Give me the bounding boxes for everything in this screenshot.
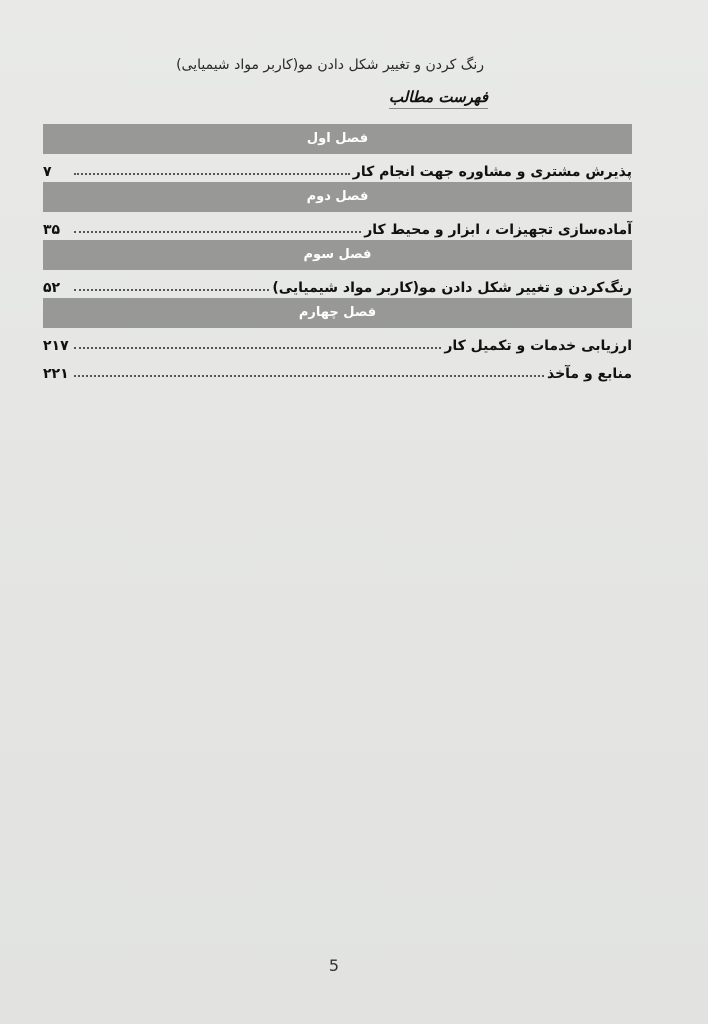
- toc-entry-page: ۲۲۱: [43, 366, 69, 382]
- chapter-heading-4: فصل چهارم: [43, 298, 632, 328]
- dot-leader: [74, 288, 269, 291]
- toc-entry: [43, 270, 632, 298]
- dot-leader: [74, 346, 441, 349]
- chapter-heading-3: فصل سوم: [43, 240, 632, 270]
- toc-entry: [43, 328, 632, 356]
- toc-entry-title: پذیرش مشتری و مشاوره جهت انجام کار: [352, 164, 632, 180]
- page-number: 5: [328, 956, 340, 975]
- chapter-heading-2: فصل دوم: [43, 182, 632, 212]
- toc-entry-title: منابع و مآخذ: [546, 366, 632, 382]
- toc-entry: [43, 154, 632, 182]
- dot-leader: [74, 374, 544, 377]
- chapter-heading-1: فصل اول: [43, 124, 632, 154]
- toc-entry-page: ۲۱۷: [43, 338, 69, 354]
- toc-entry-title: آماده‌سازی تجهیزات ، ابزار و محیط کار: [364, 222, 632, 238]
- toc-title: فهرست مطالب: [389, 88, 488, 109]
- toc-entry-title: ارزیابی خدمات و تکمیل کار: [444, 338, 632, 354]
- dot-leader: [74, 172, 350, 175]
- table-of-contents: [43, 124, 632, 384]
- dot-leader: [74, 230, 361, 233]
- toc-entry-page: ۳۵: [43, 222, 61, 238]
- running-header: رنگ کردن و تغییر شکل دادن مو(کاربر مواد شیمیایی): [176, 57, 484, 73]
- toc-entry-title: رنگ‌کردن و تغییر شکل دادن مو(کاربر مواد شیمیایی): [272, 280, 632, 296]
- toc-entry: [43, 212, 632, 240]
- toc-entry-page: ۵۲: [43, 280, 61, 296]
- toc-entry-page: ۷: [43, 164, 52, 180]
- toc-entry: [43, 356, 632, 384]
